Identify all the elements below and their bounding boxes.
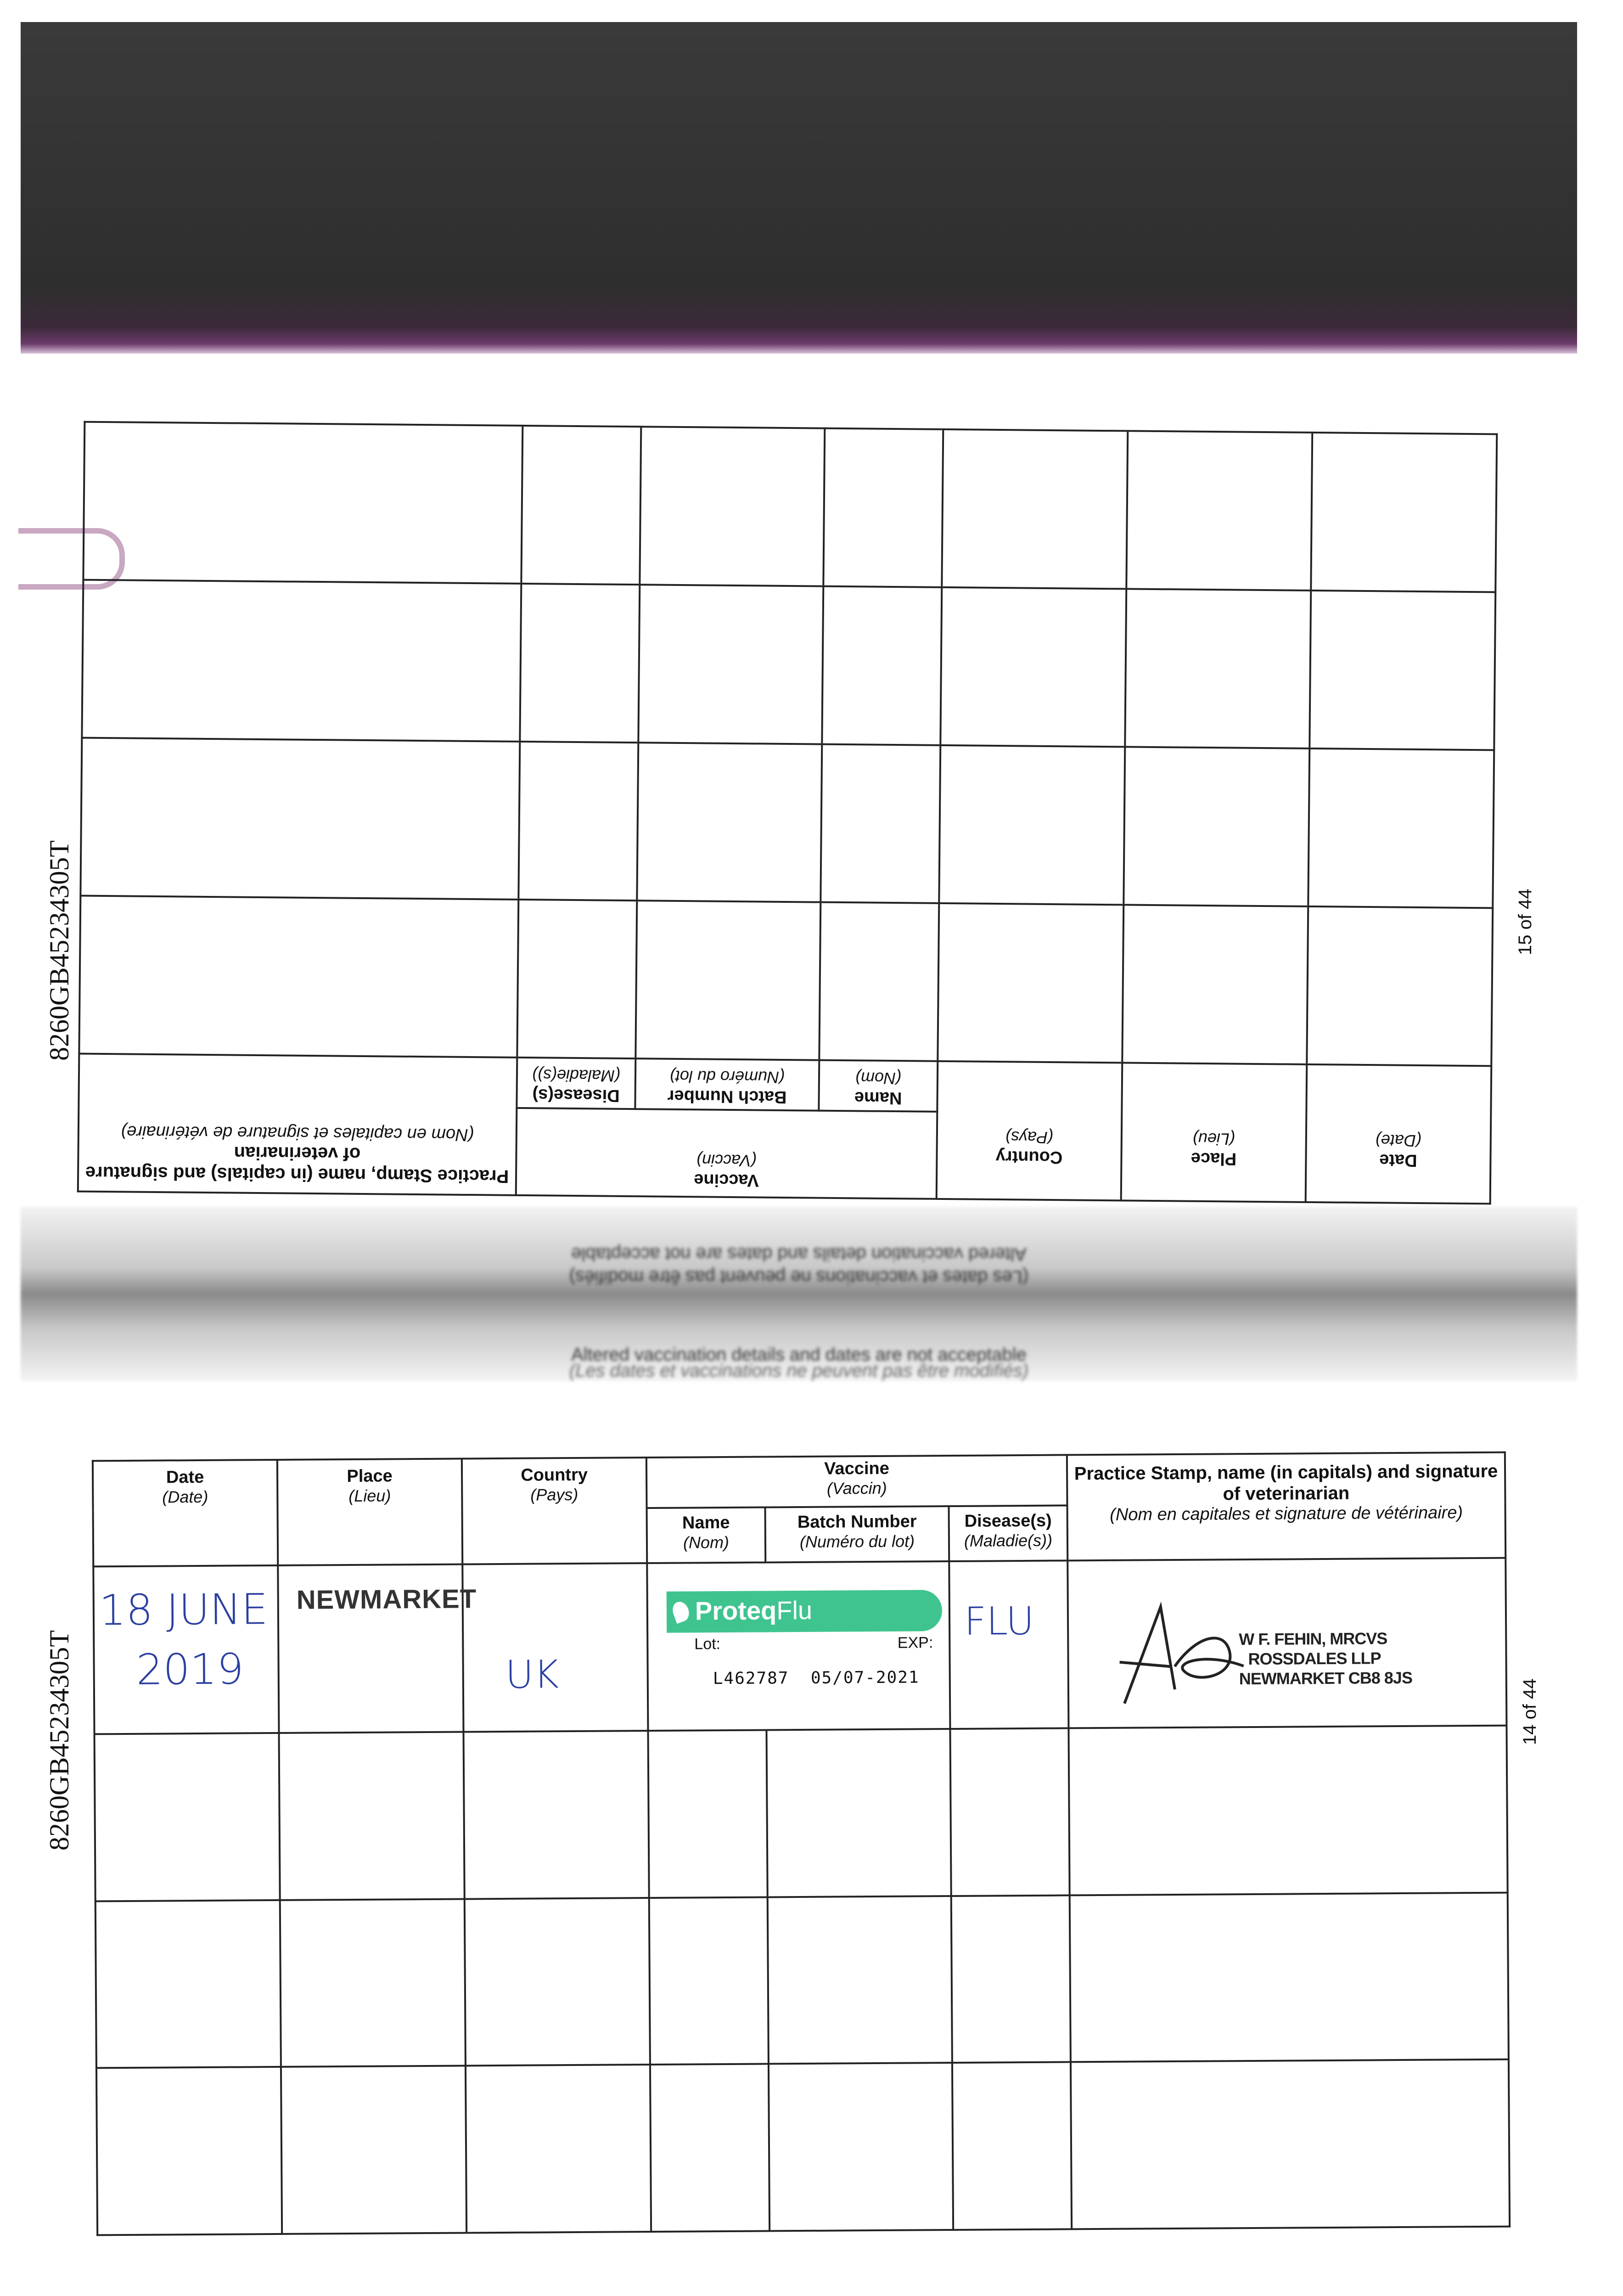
- table-row: [79, 896, 1493, 1066]
- vaccination-page-lower: [92, 1452, 1511, 2236]
- gutter-note-mirror-fr: (Les dates et vaccinations ne peuvent pas être modifiés): [569, 1267, 1029, 1287]
- header-batch-en: Batch Number: [797, 1512, 917, 1532]
- header-name-fr: (Nom): [855, 1069, 902, 1088]
- header-name-en: Name: [682, 1513, 730, 1533]
- entry-date: [93, 1565, 279, 1734]
- gutter-note-fr: (Les dates et vaccinations ne peuvent pas être modifiés): [569, 1361, 1029, 1381]
- header-disease: [517, 1058, 635, 1109]
- table-row: [80, 738, 1494, 908]
- page-number-lower: 14 of 44: [1520, 1678, 1540, 1745]
- header-batch-fr: (Numéro du lot): [799, 1531, 915, 1552]
- gutter-note-en: Altered vaccination details and dates are not acceptable: [571, 1345, 1027, 1365]
- header-name-fr: (Nom): [683, 1532, 730, 1552]
- entry-place-text: NEWMARKET: [296, 1584, 477, 1615]
- entry-disease: [949, 1560, 1068, 1729]
- header-name: [819, 1060, 938, 1112]
- vaccine-lot-label: Lot:: [694, 1635, 721, 1653]
- header-vaccine: [646, 1455, 1067, 1508]
- header-date-en: Date: [1379, 1150, 1417, 1170]
- header-date-fr: (Date): [1375, 1131, 1422, 1151]
- header-date: [1306, 1064, 1492, 1204]
- header-place-fr: (Lieu): [1192, 1129, 1236, 1149]
- header-stamp: [78, 1054, 517, 1195]
- vaccine-label-sticker: [667, 1590, 943, 1716]
- header-batch-fr: (Numéro du lot): [669, 1067, 785, 1087]
- scan-dark-band: [21, 22, 1577, 354]
- vaccination-table-lower: [92, 1452, 1511, 2236]
- table-row: [95, 1726, 1508, 1901]
- header-vaccine-fr: (Vaccin): [826, 1478, 887, 1498]
- entry-vaccine-label-cell: [647, 1561, 950, 1731]
- table-row: [95, 1892, 1509, 2068]
- header-date-en: Date: [166, 1467, 204, 1487]
- header-date: [93, 1460, 278, 1566]
- stamp-line2: ROSSDALES LLP: [1248, 1649, 1381, 1669]
- header-stamp-en: Practice Stamp, name (in capitals) and signature of veterinarian: [1074, 1461, 1498, 1504]
- entry-country-text: UK: [505, 1652, 559, 1697]
- vaccination-table-upper: [77, 421, 1498, 1205]
- header-country-fr: (Pays): [530, 1485, 578, 1504]
- header-disease: [949, 1505, 1068, 1561]
- header-country-en: Country: [521, 1465, 588, 1485]
- table-row: [83, 422, 1497, 592]
- entry-stamp: [1067, 1558, 1506, 1728]
- vaccine-brand-name: Proteq: [695, 1596, 777, 1626]
- header-vaccine-en: Vaccine: [694, 1170, 759, 1190]
- header-place: [1121, 1063, 1307, 1202]
- entry-date-line2: 2019: [136, 1644, 244, 1694]
- header-vaccine-fr: (Vaccin): [696, 1151, 757, 1171]
- vaccine-brand-suffix: Flu: [776, 1595, 813, 1625]
- entry-country: [462, 1563, 648, 1732]
- header-name: [647, 1507, 766, 1563]
- header-stamp-fr: (Nom en capitales et signature de vétérinaire): [121, 1122, 474, 1145]
- veterinarian-signature: [1106, 1597, 1253, 1717]
- page-number-upper: 15 of 44: [1515, 889, 1535, 955]
- header-stamp-fr: (Nom en capitales et signature de vétérinaire): [1110, 1503, 1463, 1525]
- practice-stamp: [1239, 1628, 1412, 1689]
- header-disease-fr: (Maladie(s)): [964, 1531, 1053, 1550]
- header-batch: [765, 1506, 949, 1562]
- table-row: [96, 2060, 1510, 2235]
- vaccination-page-upper: [77, 421, 1498, 1205]
- header-vaccine-en: Vaccine: [824, 1458, 889, 1479]
- entry-date-line1: 18 JUNE: [99, 1585, 268, 1635]
- document-id-lower: 8260GB45234305T: [44, 1630, 74, 1851]
- header-disease-en: Disease(s): [532, 1085, 620, 1105]
- header-date-fr: (Date): [162, 1487, 208, 1507]
- vaccine-brand: [695, 1595, 813, 1626]
- vaccine-label-band: [667, 1590, 943, 1633]
- header-batch-en: Batch Number: [667, 1086, 787, 1107]
- leaf-icon: [670, 1599, 691, 1624]
- entry-place: [278, 1564, 477, 1733]
- header-place: [277, 1458, 462, 1565]
- stamp-line1: W F. FEHIN, MRCVS: [1239, 1629, 1387, 1649]
- binding-gutter: [21, 1207, 1577, 1381]
- vaccine-exp-label: EXP:: [897, 1634, 933, 1652]
- vaccine-lot-value: L462787: [713, 1669, 789, 1688]
- header-country-fr: (Pays): [1005, 1128, 1054, 1148]
- header-disease-fr: (Maladie(s)): [532, 1066, 621, 1086]
- vaccine-exp-value: 05/07-2021: [810, 1668, 920, 1688]
- header-disease-en: Disease(s): [964, 1511, 1052, 1531]
- header-place-fr: (Lieu): [348, 1486, 391, 1506]
- document-id-upper: 8260GB45234305T: [44, 840, 74, 1061]
- table-row: [93, 1558, 1506, 1734]
- header-vaccine: [516, 1108, 938, 1199]
- header-name-en: Name: [854, 1088, 902, 1108]
- header-batch: [635, 1058, 819, 1110]
- header-country: [462, 1458, 647, 1564]
- header-stamp-en: Practice Stamp, name (in capitals) and signature of veterinarian: [85, 1142, 509, 1187]
- entry-disease-text: FLU: [964, 1598, 1034, 1644]
- gutter-note-mirror-en: Altered vaccination details and dates are not acceptable: [571, 1244, 1027, 1264]
- table-row: [82, 580, 1495, 750]
- header-country: [937, 1061, 1123, 1200]
- header-place-en: Place: [347, 1466, 393, 1486]
- header-stamp: [1067, 1452, 1505, 1561]
- header-country-en: Country: [995, 1147, 1063, 1167]
- vaccine-lot-exp-values: [713, 1668, 920, 1688]
- header-place-en: Place: [1191, 1148, 1237, 1169]
- stamp-line3: NEWMARKET CB8 8JS: [1239, 1668, 1413, 1688]
